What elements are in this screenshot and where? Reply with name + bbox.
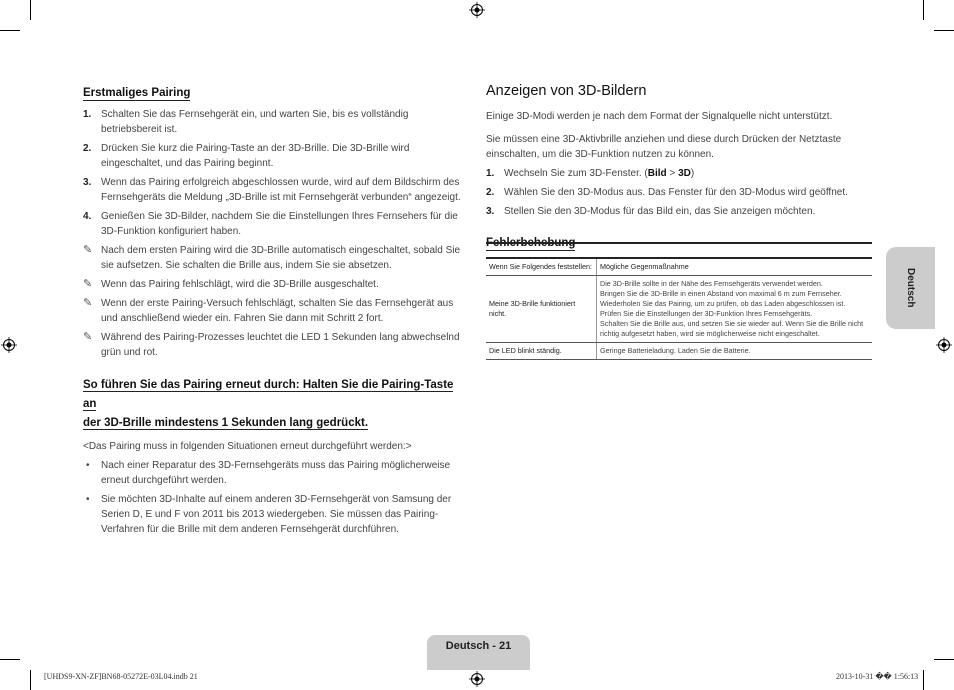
crop-mark <box>934 30 954 31</box>
step-text: ) <box>690 168 695 179</box>
note-text: Wenn das Pairing fehlschlägt, wird die 3D-Brille ausgeschaltet. <box>101 279 379 290</box>
section-title-3d: Anzeigen von 3D-Bildern <box>486 83 647 99</box>
imprint-left: [UHDS9-XN-ZF]BN68-05272E-03L04.indb 21 <box>44 672 198 681</box>
step-number: 2. <box>486 187 495 198</box>
crop-mark <box>923 670 924 690</box>
menu-name: 3D <box>678 168 691 179</box>
bullet-icon: • <box>86 460 90 471</box>
page-number: Deutsch - 21 <box>445 640 512 652</box>
bullet-icon: • <box>86 494 90 505</box>
troubleshoot-table <box>486 257 872 360</box>
step-text: Wenn das Pairing erfolgreich abgeschlossen wurde, wird auf dem Bildschirm des Fernsehgeräts die Meldung „3D-Brille ist mit Fernsehgerät verbunden“ angezeigt. <box>101 177 461 203</box>
list-item <box>83 175 465 205</box>
list-item <box>83 209 465 239</box>
table-header-cell: Wenn Sie Folgendes feststellen: <box>486 258 597 276</box>
repair-title-line: der 3D-Brille mindestens 1 Sekunden lang gedrückt. <box>83 417 369 429</box>
step-number: 3. <box>486 206 495 217</box>
note-item <box>83 330 465 360</box>
crop-mark <box>923 0 924 20</box>
right-column <box>486 83 872 360</box>
cell-line: Schalten Sie die Brille aus, und setzen Sie sie wieder auf. Wenn Sie die Brille nicht richtig aufgesetzt haben, wird sie möglicherweise nicht eingeschaltet. <box>600 319 864 338</box>
step-number: 1. <box>486 168 495 179</box>
step-text: Wechseln Sie zum 3D-Fenster. ( <box>504 168 648 179</box>
step-text: Wählen Sie den 3D-Modus aus. Das Fenster für den 3D-Modus wird geöffnet. <box>504 187 848 198</box>
note-item <box>83 243 465 273</box>
first-pairing-title: Erstmaliges Pairing <box>83 87 191 99</box>
bullet-text: Nach einer Reparatur des 3D-Fernsehgeräts muss das Pairing möglicherweise erneut durchgeführt werden. <box>101 460 451 486</box>
registration-mark-icon <box>469 671 485 687</box>
pairing-steps <box>83 107 465 239</box>
step-number: 1. <box>83 109 92 120</box>
paragraph: Einige 3D-Modi werden je nach dem Format der Signalquelle nicht unterstützt. <box>486 111 833 122</box>
crop-mark <box>0 659 20 660</box>
list-item <box>83 458 465 488</box>
side-tab-text: Deutsch <box>905 268 916 308</box>
note-item <box>83 296 465 326</box>
list-item <box>486 166 872 181</box>
step-number: 3. <box>83 177 92 188</box>
language-side-tab-label <box>886 247 935 329</box>
troubleshoot-title <box>486 237 575 251</box>
crop-mark <box>0 30 20 31</box>
list-item <box>486 204 872 219</box>
list-item <box>83 492 465 537</box>
note-text: Nach dem ersten Pairing wird die 3D-Brille automatisch eingeschaltet, sobald Sie sie aufsetzen. Sie schalten die Brille aus, indem Sie sie absetzen. <box>101 245 461 271</box>
registration-mark-icon <box>936 337 952 353</box>
step-number: 4. <box>83 211 92 222</box>
table-cell <box>597 276 873 343</box>
3d-steps <box>486 166 872 219</box>
cell-line: Bringen Sie die 3D-Brille in einen Abstand von maximal 6 m zum Fernseher. <box>600 289 842 298</box>
step-number: 2. <box>83 143 92 154</box>
registration-mark-icon <box>1 337 17 353</box>
note-pencil-icon: ✎ <box>83 278 93 290</box>
cell-line: Wiederholen Sie das Pairing, um zu prüfen, ob das Laden abgeschlossen ist. <box>600 299 846 308</box>
note-text: Wenn der erste Pairing-Versuch fehlschlägt, schalten Sie das Fernsehgerät aus und anschließend wieder ein. Fahren Sie dann mit Schritt 2 fort. <box>101 298 454 324</box>
crop-mark <box>30 670 31 690</box>
table-top-rule <box>486 242 872 244</box>
left-column <box>83 83 465 541</box>
table-header-cell: Mögliche Gegenmaßnahme <box>597 258 873 276</box>
table-cell: Geringe Batterieladung. Laden Sie die Batterie. <box>597 343 873 360</box>
repair-pairing-title <box>83 376 465 433</box>
crop-mark <box>934 659 954 660</box>
imprint-right: 2013-10-31 �� 1:56:13 <box>836 672 919 681</box>
paragraph: Sie müssen eine 3D-Aktivbrille anziehen und diese durch Drücken der Netztaste einschalten, um die 3D-Funktion nutzen zu können. <box>486 134 842 160</box>
cell-line: Die 3D-Brille sollte in der Nähe des Fernsehgeräts verwendet werden. <box>600 279 823 288</box>
table-header-row <box>486 258 872 276</box>
step-text: Drücken Sie kurz die Pairing-Taste an der 3D-Brille. Die 3D-Brille wird eingeschaltet, und das Pairing beginnt. <box>101 143 410 169</box>
crop-mark <box>30 0 31 20</box>
registration-mark-icon <box>469 2 485 18</box>
list-item <box>83 141 465 171</box>
table-cell: Die LED blinkt ständig. <box>486 343 597 360</box>
repair-intro: <Das Pairing muss in folgenden Situationen erneut durchgeführt werden:> <box>83 441 412 452</box>
note-pencil-icon: ✎ <box>83 244 93 256</box>
repair-title-line: So führen Sie das Pairing erneut durch: Halten Sie die Pairing-Taste an <box>83 379 454 410</box>
table-row <box>486 276 872 343</box>
table-row <box>486 343 872 360</box>
step-text: Stellen Sie den 3D-Modus für das Bild ein, das Sie anzeigen möchten. <box>504 206 816 217</box>
cell-line: Prüfen Sie die Einstellungen der 3D-Funktion Ihres Fernsehgeräts. <box>600 309 813 318</box>
step-text: Genießen Sie 3D-Bilder, nachdem Sie die Einstellungen Ihres Fernsehers für die 3D-Funktion konfiguriert haben. <box>101 211 458 237</box>
step-text: > <box>666 168 679 179</box>
note-pencil-icon: ✎ <box>83 331 93 343</box>
bullet-text: Sie möchten 3D-Inhalte auf einem anderen 3D-Fernsehgerät von Samsung der Serien D, E und F von 2011 bis 2013 wiedergeben. Sie müssen das Pairing-Verfahren für die Brille mit dem anderen Fernsehgerät durchführen. <box>101 494 452 535</box>
note-pencil-icon: ✎ <box>83 297 93 309</box>
note-item <box>83 277 465 292</box>
step-text: Schalten Sie das Fernsehgerät ein, und warten Sie, bis es vollständig betriebsbereit ist. <box>101 109 409 135</box>
list-item <box>83 107 465 137</box>
menu-name: Bild <box>647 168 667 179</box>
list-item <box>486 185 872 200</box>
note-text: Während des Pairing-Prozesses leuchtet die LED 1 Sekunden lang abwechselnd grün und rot. <box>101 332 460 358</box>
table-cell: Meine 3D-Brille funktioniert nicht. <box>486 276 597 343</box>
